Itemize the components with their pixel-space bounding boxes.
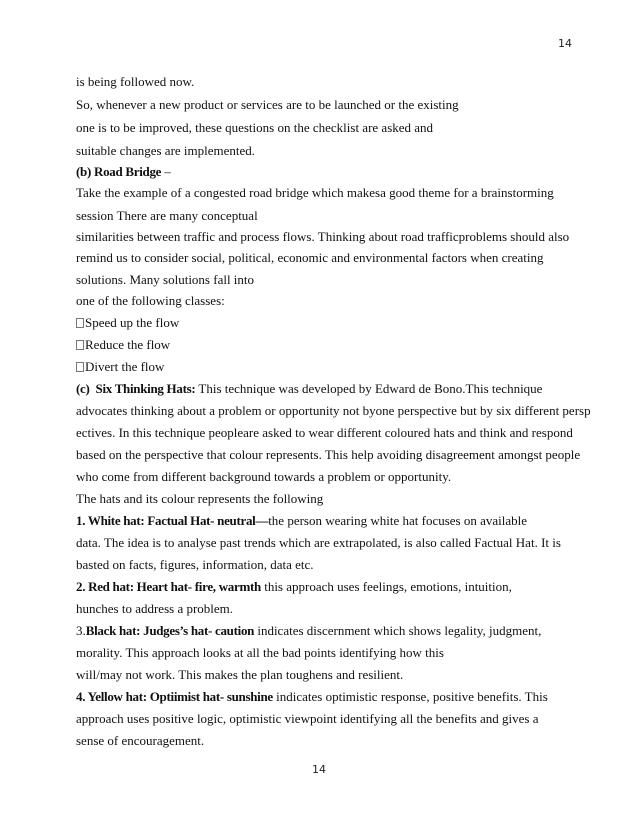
text-line: hunches to address a problem. — [76, 601, 234, 616]
bullet-text: Reduce the flow — [85, 337, 171, 352]
text-line: who come from different background towards a problem or opportunity. — [76, 469, 452, 484]
yellow-hat-text: indicates optimistic response, positive benefits. This — [272, 689, 548, 704]
text-line: So, whenever a new product or services are to be launched or the existing — [76, 97, 459, 112]
red-hat-text: this approach uses feelings, emotions, intuition, — [260, 579, 512, 594]
section-title: Six Thinking Hats: — [95, 381, 196, 396]
text-line: data. The idea is to analyse past trends which are extrapolated, is also called Factual Hat. It is — [76, 535, 561, 550]
text-line: The hats and its colour represents the following — [76, 491, 324, 506]
text-line: approach uses positive logic, optimistic viewpoint identifying all the benefits and gives a — [76, 711, 539, 726]
yellow-hat-title: 4. Yellow hat: Optiimist hat- sunshine — [76, 689, 273, 704]
bullet-box-icon — [76, 362, 84, 372]
text-line: ectives. In this technique peopleare asked to wear different coloured hats and think and respond — [76, 425, 573, 440]
text-line: Take the example of a congested road bridge which makesa good theme for a brainstorming — [76, 185, 554, 200]
section-text: This technique was developed by Edward de Bono.This technique — [195, 381, 543, 396]
text-line: morality. This approach looks at all the bad points identifying how this — [76, 645, 444, 660]
white-hat-text: the person wearing white hat focuses on available — [268, 513, 528, 528]
section-label: (b) — [76, 164, 91, 179]
black-hat-number: 3. — [76, 623, 86, 638]
text-line: one is to be improved, these questions on the checklist are asked and — [76, 120, 434, 135]
bullet-box-icon — [76, 340, 84, 350]
section-dash: – — [161, 164, 171, 179]
six-hats-heading — [76, 381, 542, 397]
black-hat-title: Black hat: Judges’s hat- caution — [85, 623, 255, 638]
bullet-box-icon — [76, 318, 84, 328]
white-hat-line — [76, 513, 527, 529]
text-line: suitable changes are implemented. — [76, 143, 256, 158]
bullet-text: Speed up the flow — [85, 315, 180, 330]
text-line: solutions. Many solutions fall into — [76, 272, 255, 287]
text-line: session There are many conceptual — [76, 208, 258, 223]
section-title: Road Bridge — [94, 164, 162, 179]
text-line: will/may not work. This makes the plan toughens and resilient. — [76, 667, 404, 682]
text-line: based on the perspective that colour represents. This help avoiding disagreement amongst people — [76, 447, 581, 462]
black-hat-line — [76, 623, 541, 639]
bullet-item — [76, 315, 179, 331]
bullet-item — [76, 359, 164, 375]
red-hat-line — [76, 579, 512, 595]
bullet-text: Divert the flow — [85, 359, 165, 374]
page-number-top: 14 — [558, 37, 572, 50]
text-line: sense of encouragement. — [76, 733, 205, 748]
black-hat-text: indicates discernment which shows legality, judgment, — [254, 623, 542, 638]
text-line: remind us to consider social, political, economic and environmental factors when creating — [76, 250, 544, 265]
text-line: basted on facts, figures, information, data etc. — [76, 557, 314, 572]
red-hat-title: 2. Red hat: Heart hat- fire, warmth — [76, 579, 261, 594]
text-line: similarities between traffic and process flows. Thinking about road trafficproblems should also — [76, 229, 570, 244]
white-hat-title: 1. White hat: Factual Hat- neutral— — [76, 513, 269, 528]
text-line: advocates thinking about a problem or opportunity not byone perspective but by six different persp — [76, 403, 591, 418]
page-number-bottom: 14 — [312, 763, 326, 776]
yellow-hat-line — [76, 689, 548, 705]
section-label: (c) — [76, 381, 90, 396]
bullet-item — [76, 337, 170, 353]
text-line: one of the following classes: — [76, 293, 225, 308]
road-bridge-heading — [76, 164, 171, 180]
text-line: is being followed now. — [76, 74, 195, 89]
